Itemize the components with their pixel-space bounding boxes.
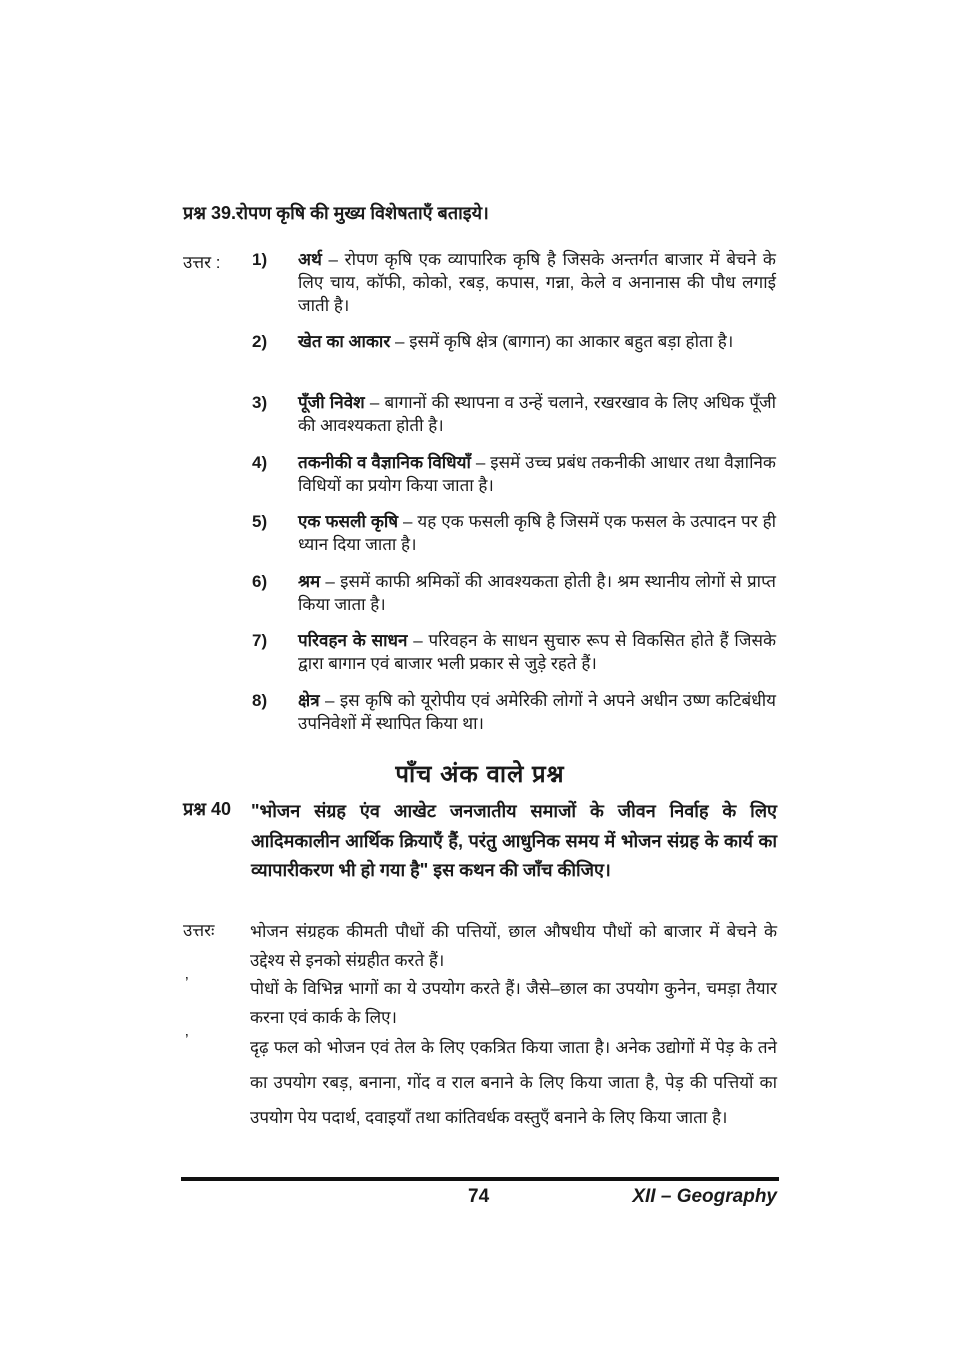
item-text: – बागानों की स्थापना व उन्हें चलाने, रखरखाव के लिए अधिक पूँजी की आवश्यकता होती है। — [298, 393, 776, 435]
item-number: 2) — [252, 332, 268, 351]
answer-label: उत्तर : — [183, 253, 221, 272]
list-item — [298, 629, 776, 675]
footer-title: XII – Geography — [632, 1186, 777, 1207]
item-text: – इसमें कृषि क्षेत्र (बागान) का आकार बहुत बड़ा होता है। — [390, 332, 734, 351]
item-number: 3) — [252, 393, 268, 412]
item-number: 5) — [252, 512, 268, 531]
bullet-mark: ’ — [185, 975, 189, 992]
question-40-body: "भोजन संग्रह एंव आखेट जनजातीय समाजों के जीवन निर्वाह के लिए आदिमकालीन आर्थिक क्रियाएँ हैं, परंतु आधुनिक समय में भोजन संग्रह के कार्य का व्यापारीकरण भी हो गया है" इस कथन की जाँच कीजिए। — [251, 801, 777, 880]
item-text: – रोपण कृषि एक व्यापारिक कृषि है जिसके अन्तर्गत बाजार में बेचने के लिए चाय, कॉफी, कोको, रबड़, कपास, गन्ना, केले व अनानास की पौध लगाई जाती है। — [298, 250, 776, 315]
answer-label-40: उत्तरः — [183, 921, 215, 940]
answer-paragraph: पोधों के विभिन्न भागों का ये उपयोग करते हैं। जैसे–छाल का उपयोग कुनेन, चमड़ा तैयार करना एवं कार्क के लिए। — [250, 979, 777, 1027]
question-40-label: प्रश्न 40 — [183, 799, 231, 819]
item-text: – यह एक फसली कृषि है जिसमें एक फसल के उत्पादन पर ही ध्यान दिया जाता है। — [298, 512, 777, 554]
list-item — [298, 689, 776, 735]
list-item — [298, 391, 776, 437]
question-39-heading: प्रश्न 39.रोपण कृषि की मुख्य विशेषताएँ बताइये। — [183, 203, 489, 223]
question-40-text — [251, 797, 777, 886]
list-item — [298, 570, 776, 616]
item-number: 6) — [252, 572, 268, 591]
item-number: 8) — [252, 691, 268, 710]
list-item — [298, 248, 776, 317]
item-title: परिवहन के साधन — [298, 631, 408, 650]
section-heading: पाँच अंक वाले प्रश्न — [395, 761, 565, 788]
item-title: क्षेत्र — [298, 691, 320, 710]
item-title: पूँजी निवेश — [298, 393, 365, 412]
bullet-mark: ’ — [185, 1032, 189, 1049]
item-title: तकनीकी व वैज्ञानिक विधियाँ — [298, 453, 471, 472]
item-title: एक फसली कृषि — [298, 512, 399, 531]
footer-divider — [181, 1177, 779, 1181]
item-title: श्रम — [298, 572, 321, 591]
item-title: अर्थ — [298, 250, 322, 269]
item-text: – इसमें काफी श्रमिकों की आवश्यकता होती है। श्रम स्थानीय लोगों से प्राप्त किया जाता है। — [298, 572, 776, 614]
item-number: 1) — [252, 250, 268, 269]
answer-paragraph: भोजन संग्रहक कीमती पौधों की पत्तियों, छाल औषधीय पौधों को बाजार में बेचने के उद्देश्य से इनको संग्रहीत करते हैं। — [250, 922, 777, 970]
list-item — [298, 330, 776, 353]
item-number: 4) — [252, 453, 268, 472]
list-item — [298, 451, 776, 497]
answer-paragraph: दृढ़ फल को भोजन एवं तेल के लिए एकत्रित किया जाता है। अनेक उद्योगों में पेड़ के तने का उपयोग रबड़, बनाना, गोंद व राल बनाने के लिए किया जाता है, पेड़ की पत्तियों का उपयोग पेय पदार्थ, दवाइयाँ तथा कांतिवर्धक वस्तुएँ बनाने के लिए किया जाता है। — [250, 1038, 777, 1127]
page-number: 74 — [468, 1186, 490, 1207]
list-item — [298, 510, 776, 556]
item-title: खेत का आकार — [298, 332, 391, 351]
item-text: – इस कृषि को यूरोपीय एवं अमेरिकी लोगों ने अपने अधीन उष्ण कटिबंधीय उपनिवेशों में स्थापित किया था। — [298, 691, 776, 733]
item-number: 7) — [252, 631, 268, 650]
item-text: – इसमें उच्च प्रबंध तकनीकी आधार तथा वैज्ञानिक विधियों का प्रयोग किया जाता है। — [298, 453, 776, 495]
item-text: – परिवहन के साधन सुचारु रूप से विकसित होते हैं जिसके द्वारा बागान एवं बाजार भली प्रकार से जुड़े रहते हैं। — [298, 631, 776, 673]
